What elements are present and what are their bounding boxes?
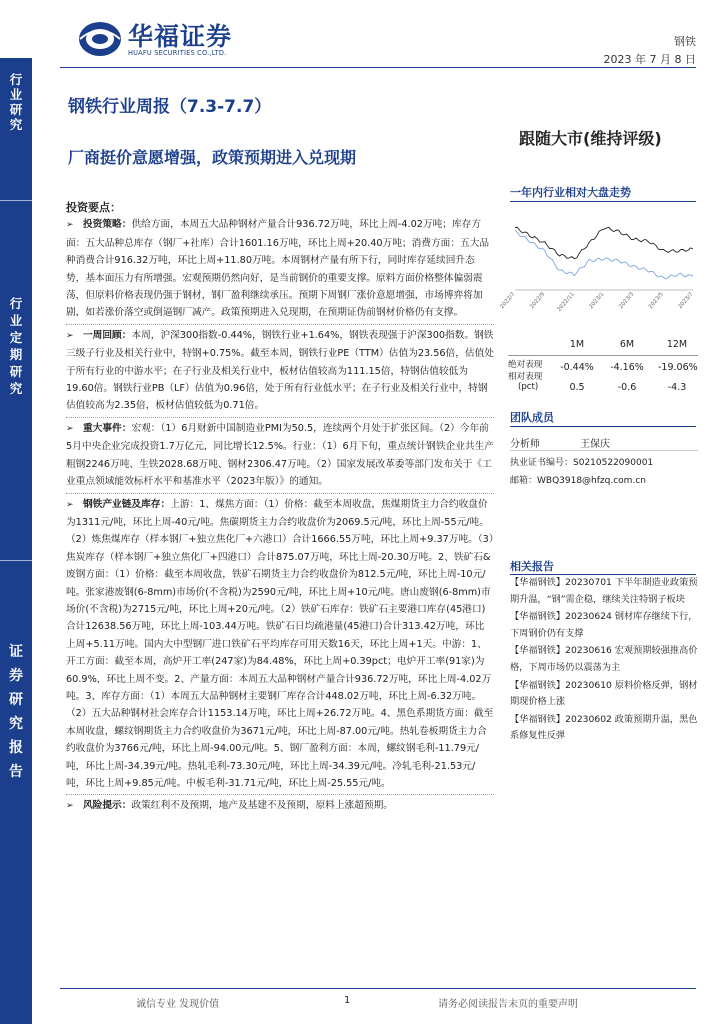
x-tick-label: 2022/11 (556, 291, 576, 313)
investment-points (66, 199, 494, 816)
paragraph-divider (66, 324, 494, 325)
points-heading: 投资要点： (66, 201, 121, 214)
sidebar-char: 业 (9, 87, 23, 102)
x-tick-label: 2023/3 (618, 291, 636, 311)
row-label (508, 359, 542, 383)
cell-12m: -19.06% (658, 362, 698, 373)
analyst-cert: 执业证书编号：S0210522090001 (510, 458, 654, 468)
sidebar-divider (0, 560, 32, 561)
bullet-arrow-icon: ➢ (66, 801, 74, 812)
sidebar-char: 究 (9, 716, 23, 732)
paragraph-text: 宏观：（1）6月财新中国制造业PMI为50.5，连续两个月处于扩张区间。（2）今年前5月中央企业完成投资1.7万亿元，同比增长12.5%。行业：（1）6月下旬，重点统计钢铁企业共生产粗钢2246万吨、生铁2028.68万吨、钢材2306.47万吨。（2）国家发展改革委等部门发布关于《工业重点领域能效标杆水平和基准水平（2023年版）》的通知。 (66, 422, 494, 488)
bullet-arrow-icon: ➢ (66, 220, 74, 231)
x-tick-label: 2022/7 (499, 291, 517, 311)
table-row (508, 359, 698, 382)
sidebar-char: 究 (9, 117, 23, 132)
cell-6m: -0.6 (617, 382, 637, 393)
paragraph-label: 投资策略： (83, 219, 132, 231)
paragraph-text: 本周，沪深300指数-0.44%，钢铁行业+1.64%，钢铁表现强于沪深300指数。钢铁三级子行业及相关行业中，特钢+0.75%。截至本周，钢铁行业PE（TTM）估值为23.56倍，估值处于所有行业的中游水平；在子行业及相关行业中，板材估值较高为111.15倍，特钢估值较低为19.60倍。钢铁行业PB（LF）估值为0.96倍，处于所有行业低水平；在子行业及相关行业中，特钢估值较高为2.35倍，板材估值较低为0.71倍。 (66, 329, 494, 412)
paragraph-divider (66, 794, 494, 795)
header-divider (60, 67, 696, 68)
related-reports-title: 相关报告 (510, 560, 554, 573)
sidebar-label-industry-research (0, 72, 32, 132)
bullet-arrow-icon: ➢ (66, 423, 74, 434)
header-1m: 1M (569, 339, 585, 350)
footer-divider (60, 988, 696, 989)
related-report-item[interactable]: 【华福钢铁】20230602 政策预期升温，黑色系修复性反弹 (510, 713, 698, 742)
related-report-item[interactable]: 【华福钢铁】20230616 宏观预期较强推高价格，下周市场仍以震荡为主 (510, 645, 698, 673)
rating-label: 跟随大市(维持评级) (519, 129, 662, 148)
point-paragraph (66, 327, 494, 415)
analyst-email: 邮箱：WBQ3918@hfzq.com.cn (510, 476, 646, 486)
footer-slogan: 诚信专业 发现价值 (136, 999, 220, 1010)
paragraph-label: 重大事件： (83, 422, 132, 434)
analyst-role: 分析师 (510, 439, 540, 450)
sidebar-char: 究 (9, 381, 23, 396)
logo-text-cn: 华福证券 (128, 22, 233, 51)
trend-chart-title: 一年内行业相对大盘走势 (510, 186, 631, 199)
related-report-item[interactable]: 【华福钢铁】20230624 钢材库存继续下行，下周钢价仍有支撑 (510, 611, 698, 639)
sidebar-char: 告 (9, 764, 23, 780)
bullet-arrow-icon: ➢ (66, 499, 74, 510)
sidebar-label-periodic-research (0, 296, 32, 398)
row-label: (pct) (518, 382, 539, 392)
paragraph-label: 一周回顾： (83, 329, 132, 341)
paragraph-text: 供给方面，本周五大品种钢材产量合计936.72万吨，环比上周-4.02万吨；库存方面：五大品种总库存（钢厂+社库）合计1601.16万吨，环比上周+20.40万吨；消费方面：五大品种消费合计916.32万吨，环比上周+11.80万吨。本周钢材产量有所下行，同时库存延续回升态势，基本面压力有所增强。宏观预期仍然向好，是当前钢价的重要支撑。原料方面价格整体偏弱震荡，但原料价格表现仍强于钢材，钢厂盈利继续承压。预期下周钢厂涨价意愿增强，市场博弈将加剧，如若涨价落空或倒逼钢厂减产。政策预期进入兑现期，在预期证伪前钢材价格仍有支撑。 (66, 219, 490, 319)
header-6m: 6M (619, 339, 635, 350)
sidebar-char: 业 (9, 313, 23, 328)
sidebar-char: 行 (9, 296, 23, 311)
paragraph-text: 上游：1、煤焦方面：（1）价格：截至本周收盘，焦煤期货主力合约收盘价为1311元/吨，环比上周-40元/吨。焦碳期货主力合约收盘价为2069.5元/吨，环比上周-55元/吨。（2）炼焦煤库存（样本钢厂+独立焦化厂+六港口）合计1666.55万吨，环比上周+9.37万吨。（3）焦炭库存（样本钢厂+独立焦化厂+四港口）合计875.07万吨，环比上周-20.30万吨。2、铁矿石&废钢方面：（1）价格：截至本周收盘，铁矿石期货主力合约收盘价为812.5元/吨，环比上周-10元/吨。张家港废钢(6-8mm)市场价(不含税)为2590元/吨，环比上周+10元/吨。唐山废钢(6-8mm)市场价(不含税)为2715元/吨，环比上周+20元/吨。（2）铁矿石库存：铁矿石主要港口库存(45港口)合计12638.56万吨，环比上周-103.44万吨。铁矿石日均疏港量(45港口)合计313.42万吨，环比上周+5.11万吨。国内大中型钢厂进口铁矿石平均库存可用天数16天，环比上周+1天。中游：1、开工方面：截至本周，高炉开工率(247家)为84.48%，环比上周+0.39pct；电炉开工率(91家)为60.9%，环比上周不变。2、产量方面：本周五大品种钢材产量合计936.72万吨，环比上周-4.02万吨。3、库存方面：（1）本周五大品种钢材主要钢厂库存合计448.02万吨，环比上周-6.32万吨。（2）五大品种钢材社会库存合计1153.14万吨，环比上周+26.72万吨。4、黑色系期货方面：截至本周收盘，螺纹钢期货主力合约收盘价为3671元/吨，环比上周-87.00元/吨。热轧卷板期货主力合约收盘价为3766元/吨，环比上周-94.00元/吨。5、钢厂盈利方面：本周，螺纹钢毛利-11.79元/吨，环比上周-34.39元/吨。热轧毛利-73.30元/吨，环比上周-34.39元/吨。冷轧毛利-21.53元/吨，环比上周+9.85元/吨。中板毛利-31.71元/吨，环比上周-25.55元/吨。 (66, 498, 494, 789)
cell-12m: -4.3 (667, 382, 687, 393)
related-report-item[interactable]: 【华福钢铁】20230610 原料价格反弹，钢材期现价格上涨 (510, 679, 698, 708)
sidebar-char: 券 (9, 668, 23, 684)
sidebar-char: 报 (9, 740, 23, 756)
left-sidebar (0, 58, 32, 1024)
analyst-divider (510, 450, 698, 451)
section-divider (510, 426, 696, 427)
x-tick-label: 2023/5 (647, 291, 665, 311)
footer-disclaimer: 请务必阅读报告末页的重要声明 (438, 999, 578, 1010)
point-paragraph (66, 216, 494, 321)
paragraph-divider (66, 493, 494, 494)
sidebar-char: 研 (9, 102, 23, 117)
related-report-item[interactable]: 【华福钢铁】20230701 下半年制造业政策预期升温，“钢”需企稳，继续关注特钢子板块 (510, 577, 698, 605)
sidebar-char: 行 (9, 72, 23, 87)
sidebar-char: 定 (9, 330, 23, 345)
point-paragraph (66, 496, 494, 793)
table-row (508, 382, 698, 400)
paragraph-label: 钢铁产业链及库存： (83, 498, 171, 510)
table-rule (508, 355, 698, 356)
sidebar-char: 研 (9, 692, 23, 708)
analyst-name: 王保庆 (580, 439, 610, 450)
report-date: 2023 年 7 月 8 日 (603, 53, 696, 66)
related-reports-list (510, 575, 698, 746)
cell-1m: 0.5 (569, 382, 585, 393)
report-subtitle: 厂商挺价意愿增强，政策预期进入兑现期 (68, 148, 357, 167)
series-line-0 (515, 227, 693, 258)
section-divider (510, 201, 696, 202)
header-12m: 12M (666, 339, 688, 350)
paragraph-divider (66, 417, 494, 418)
x-tick-label: 2023/7 (677, 291, 695, 311)
point-paragraph (66, 420, 494, 491)
row-label-line: 相对表现 (508, 372, 543, 382)
report-title: 钢铁行业周报（7.3-7.7） (68, 97, 272, 117)
point-paragraph (66, 797, 494, 815)
paragraph-label: 风险提示： (83, 800, 132, 812)
company-logo (78, 16, 268, 62)
industry-label: 钢铁 (674, 35, 696, 48)
paragraph-text: 政策红利不及预期，地产及基建不及预期，原料上涨超预期。 (131, 800, 393, 812)
row-label-line: 绝对表现 (508, 360, 543, 370)
sidebar-char: 期 (9, 347, 23, 362)
x-tick-label: 2022/9 (529, 291, 547, 311)
bullet-arrow-icon: ➢ (66, 330, 74, 341)
cell-6m: -4.16% (610, 362, 644, 373)
series-line-1 (515, 230, 693, 279)
x-tick-label: 2023/1 (588, 291, 606, 311)
trend-chart (499, 204, 701, 313)
sidebar-char: 证 (9, 644, 23, 660)
logo-text-en: HUAFU SECURITIES CO.,LTD. (128, 49, 227, 57)
team-title: 团队成员 (510, 411, 554, 424)
sidebar-char: 研 (9, 364, 23, 379)
cell-1m: -0.44% (560, 362, 594, 373)
page-number: 1 (344, 995, 351, 1006)
sidebar-label-securities-report (0, 645, 32, 789)
sidebar-divider (0, 200, 32, 201)
logo-emblem-icon (78, 20, 122, 58)
